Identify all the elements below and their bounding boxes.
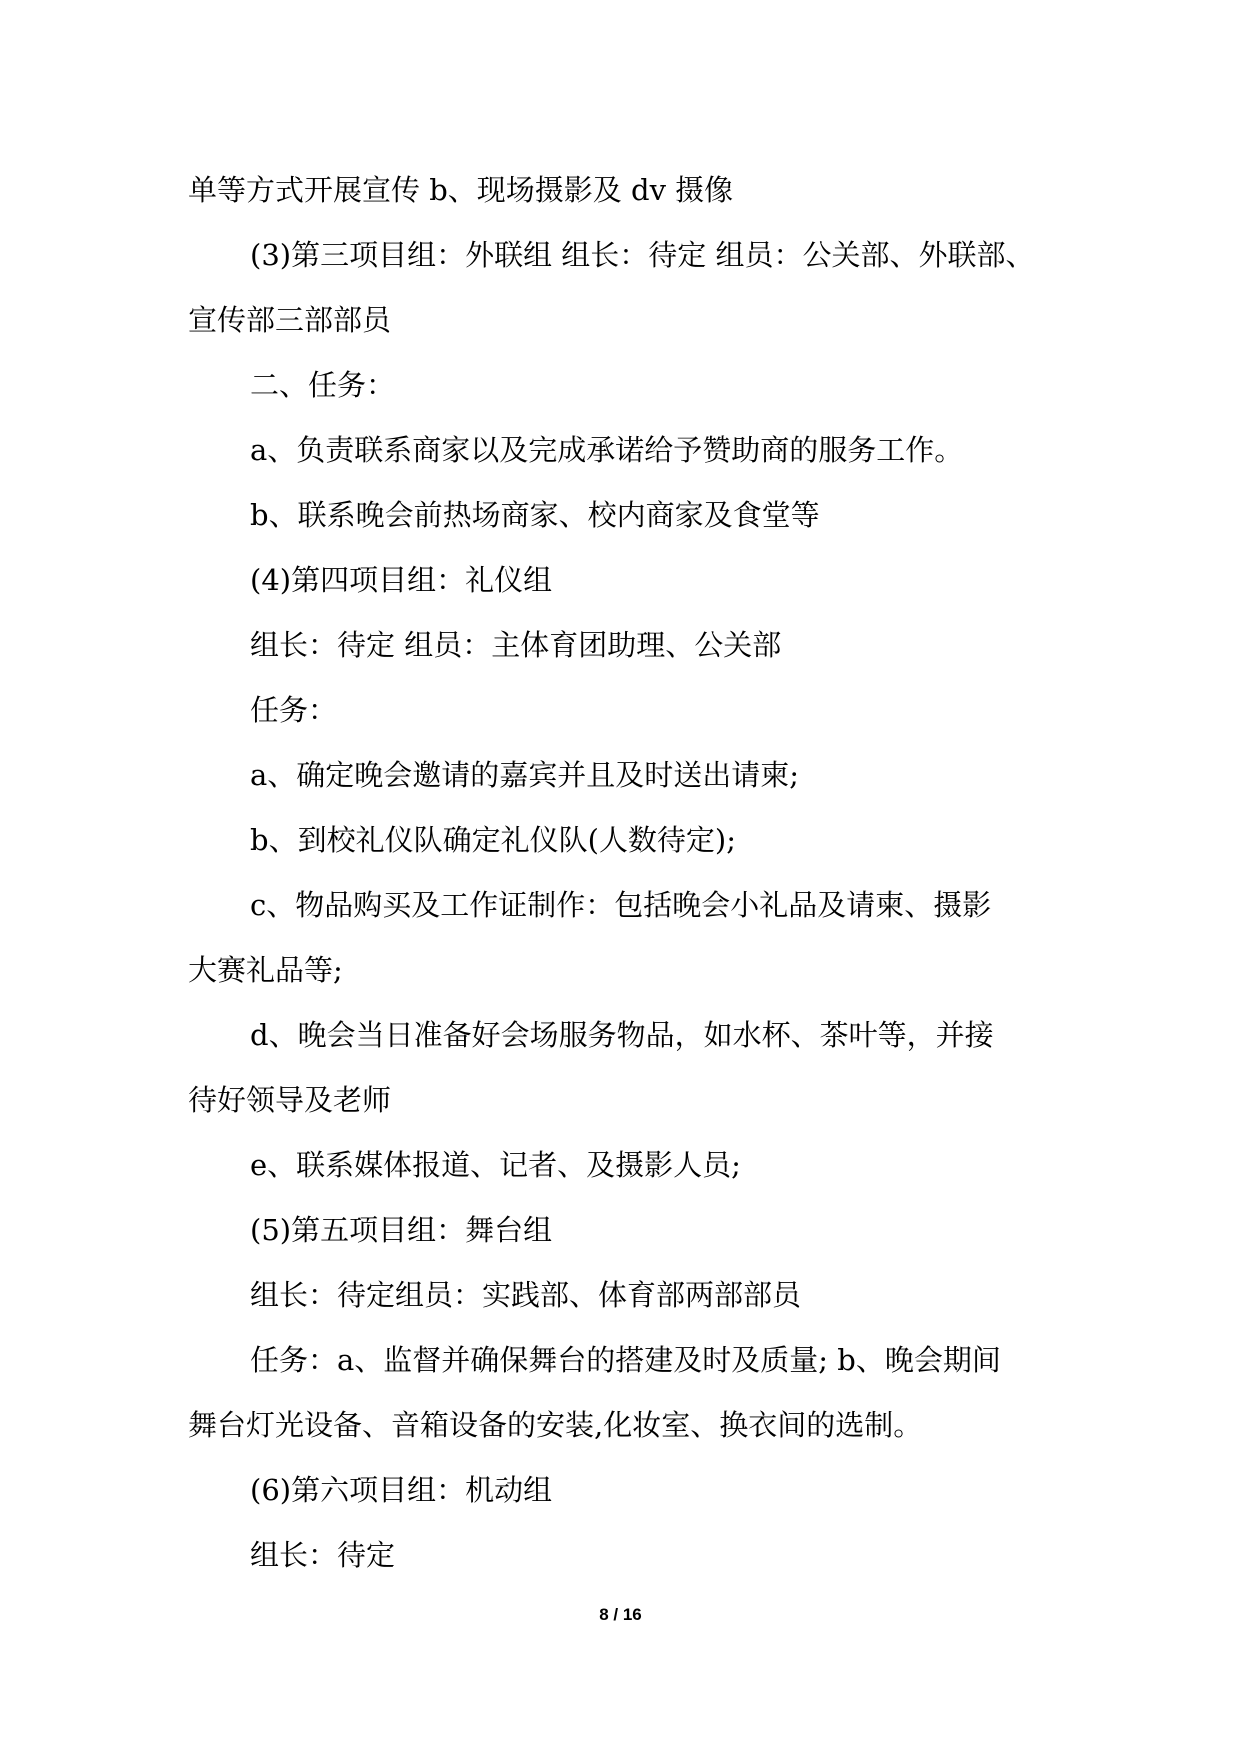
group-heading: (6)第六项目组：机动组 [250,1473,553,1507]
section-heading: 二、任务： [250,368,396,402]
text-line: 任务： [250,693,338,727]
page-number: 8 / 16 [599,1605,642,1624]
text-line: 待好领导及老师 [188,1083,392,1117]
text-line: 组长：待定组员：实践部、体育部两部部员 [250,1278,802,1312]
text-line: 宣传部三部部员 [188,303,392,337]
text-line: e、联系媒体报道、记者、及摄影人员; [250,1148,741,1182]
group-heading: (4)第四项目组：礼仪组 [250,563,553,597]
text-line: 单等方式开展宣传 b、现场摄影及 dv 摄像 [188,173,734,207]
text-line: 组长：待定 [250,1538,396,1572]
text-line: a、负责联系商家以及完成承诺给予赞助商的服务工作。 [250,433,964,467]
group-heading: (5)第五项目组：舞台组 [250,1213,553,1247]
text-line: c、物品购买及工作证制作：包括晚会小礼品及请柬、摄影 [250,888,992,922]
text-line: b、联系晚会前热场商家、校内商家及食堂等 [250,498,820,532]
text-line: 组长：待定 组员：主体育团助理、公关部 [250,628,782,662]
document-body [188,158,1068,1588]
text-line: (3)第三项目组：外联组 组长：待定 组员：公关部、外联部、 [250,238,1035,272]
text-line: 舞台灯光设备、音箱设备的安装,化妆室、换衣间的选制。 [188,1408,923,1442]
text-line: 大赛礼品等; [188,953,343,987]
text-line: a、确定晚会邀请的嘉宾并且及时送出请柬; [250,758,800,792]
text-line: b、到校礼仪队确定礼仪队(人数待定); [250,823,736,857]
text-line: 任务：a、监督并确保舞台的搭建及时及质量; b、晚会期间 [250,1343,1001,1377]
text-line: d、晚会当日准备好会场服务物品，如水杯、茶叶等，并接 [250,1018,994,1052]
